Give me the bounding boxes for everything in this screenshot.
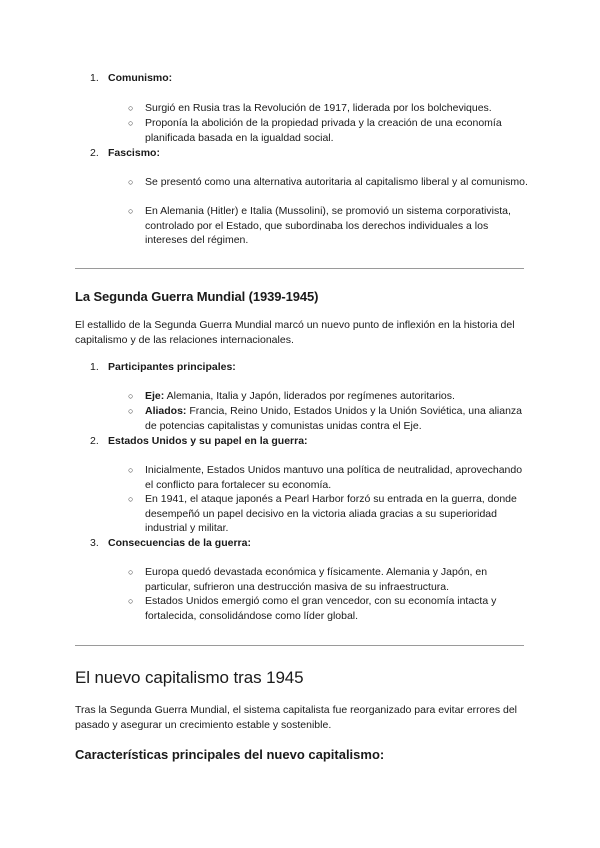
list-number: 2. [90,435,99,447]
bullet-text: Europa quedó devastada económica y físicamente. Alemania y Japón, en particular, sufrieron una destrucción masiva de su infraestructura. [145,566,488,593]
circle-bullet-icon: ○ [128,465,134,475]
circle-bullet-icon: ○ [128,206,134,216]
bullet-text: Se presentó como una alternativa autoritaria al capitalismo liberal y al comunismo. [145,176,528,188]
section-intro: El estallido de la Segunda Guerra Mundial marcó un nuevo punto de inflexión en la historia del capitalismo y de las relaciones internacionales. [75,319,515,346]
bullet-bold-term: Aliados: [145,405,187,417]
bullet-bold-term: Eje: [145,390,165,402]
bullet-item [128,389,528,404]
bullet-item [128,492,528,536]
circle-bullet-icon: ○ [128,177,134,187]
bullet-item [128,175,528,190]
bullet-item [128,565,528,594]
bullet-item [128,404,528,433]
section-intro: Tras la Segunda Guerra Mundial, el sistema capitalista fue reorganizado para evitar errores del pasado y asegurar un crecimiento estable y sostenible. [75,704,518,731]
horizontal-divider [75,268,524,269]
bullet-text: Alemania, Italia y Japón, liderados por regímenes autoritarios. [164,390,455,402]
circle-bullet-icon: ○ [128,391,134,401]
section-heading-ww2: La Segunda Guerra Mundial (1939-1945) [75,289,319,304]
circle-bullet-icon: ○ [128,103,134,113]
list-number: 2. [90,147,99,159]
list-item-title: Participantes principales: [108,361,236,373]
bullet-item [128,204,528,248]
list-item-title: Fascismo: [108,147,160,159]
circle-bullet-icon: ○ [128,118,134,128]
bullet-text: Estados Unidos emergió como el gran vencedor, con su economía intacta y fortalecida, consolidándose como líder global. [145,595,497,622]
list-number: 1. [90,72,99,84]
circle-bullet-icon: ○ [128,494,134,504]
bullet-text: Francia, Reino Unido, Estados Unidos y la Unión Soviética, una alianza de potencias capitalistas y comunistas unidas contra el Eje. [145,405,523,432]
circle-bullet-icon: ○ [128,596,134,606]
bullet-item [128,116,528,145]
list-item-title: Comunismo: [108,72,173,84]
circle-bullet-icon: ○ [128,567,134,577]
list-item-estados-unidos [90,434,308,448]
bullet-item [128,463,528,492]
list-item-consecuencias [90,536,251,550]
bullet-text: Proponía la abolición de la propiedad privada y la creación de una economía planificada basada en la igualdad social. [145,117,502,144]
bullet-text: Surgió en Rusia tras la Revolución de 1917, liderada por los bolcheviques. [145,102,492,114]
list-item-title: Estados Unidos y su papel en la guerra: [108,435,308,447]
list-item-comunismo [90,71,172,85]
bullet-item [128,594,528,623]
list-number: 3. [90,537,99,549]
bullet-text: En Alemania (Hitler) e Italia (Mussolini), se promovió un sistema corporativista, controlado por el Estado, que subordinaba los derechos individuales a los intereses del régimen. [145,205,511,246]
subsection-heading: Características principales del nuevo capitalismo: [75,747,385,762]
list-item-title: Consecuencias de la guerra: [108,537,251,549]
section-heading-new-capitalism: El nuevo capitalismo tras 1945 [75,668,304,687]
circle-bullet-icon: ○ [128,406,134,416]
bullet-item [128,101,528,116]
bullet-text: Inicialmente, Estados Unidos mantuvo una política de neutralidad, aprovechando el conflicto para fortalecer su economía. [145,464,523,491]
list-number: 1. [90,361,99,373]
list-item-participantes [90,360,236,374]
list-item-fascismo [90,146,160,160]
horizontal-divider [75,645,524,646]
bullet-text: En 1941, el ataque japonés a Pearl Harbor forzó su entrada en la guerra, donde desempeñó un papel decisivo en la victoria aliada gracias a su superioridad industrial y militar. [145,493,517,534]
